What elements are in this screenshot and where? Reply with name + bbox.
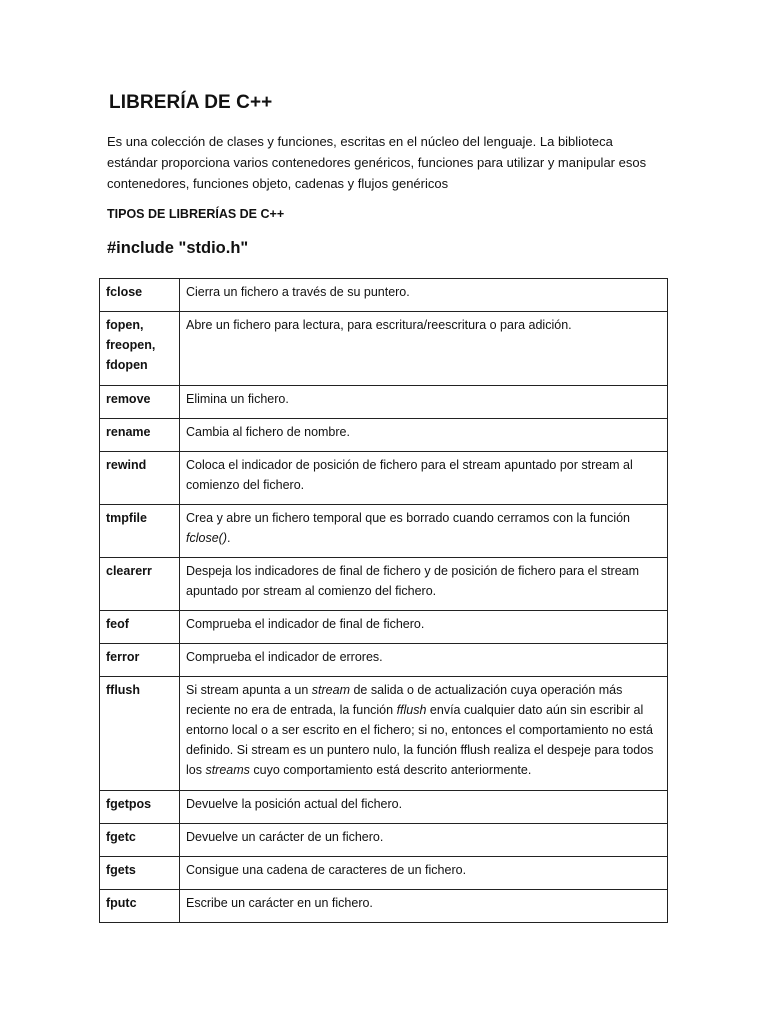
- function-name: rename: [100, 419, 180, 452]
- function-name: fgetc: [100, 824, 180, 857]
- function-name: feof: [100, 611, 180, 644]
- function-description: Abre un fichero para lectura, para escritura/reescritura o para adición.: [180, 312, 668, 386]
- description-text: cuyo comportamiento está descrito anteriormente.: [249, 763, 532, 777]
- table-row: [100, 857, 668, 890]
- function-description: [180, 677, 668, 791]
- function-description: Coloca el indicador de posición de fichero para el stream apuntado por stream al comienzo del fichero.: [180, 452, 668, 505]
- description-text: envía cualquier dato aún sin escribir al entorno local o a ser escrito en el fichero; si no, entonces el comportamiento no está definido. Si stream es un puntero nulo, la función fflush realiza el despeje para todos los: [186, 703, 654, 777]
- table-row: [100, 558, 668, 611]
- table-row: [100, 386, 668, 419]
- description-emphasis: stream: [311, 683, 350, 697]
- table-row: [100, 312, 668, 386]
- table-row: [100, 452, 668, 505]
- table-row: [100, 791, 668, 824]
- description-text: Si stream apunta a un: [186, 683, 312, 697]
- function-name: rewind: [100, 452, 180, 505]
- function-description: Despeja los indicadores de final de fichero y de posición de fichero para el stream apuntado por stream al comienzo del fichero.: [180, 558, 668, 611]
- functions-table: [99, 278, 668, 923]
- function-name: tmpfile: [100, 505, 180, 558]
- function-name: remove: [100, 386, 180, 419]
- function-name: clearerr: [100, 558, 180, 611]
- table-row: [100, 890, 668, 923]
- function-description: Cierra un fichero a través de su puntero.: [180, 279, 668, 312]
- page-title: LIBRERÍA DE C++: [109, 92, 273, 113]
- function-name: fputc: [100, 890, 180, 923]
- function-name: fflush: [100, 677, 180, 791]
- include-heading: #include "stdio.h": [107, 239, 249, 257]
- function-name-line: fopen, freopen, fdopen: [106, 318, 156, 372]
- table-row: [100, 279, 668, 312]
- description-text: .: [226, 531, 231, 545]
- function-description: Comprueba el indicador de errores.: [180, 644, 668, 677]
- table-row: [100, 505, 668, 558]
- table-row: [100, 677, 668, 791]
- function-name: fgets: [100, 857, 180, 890]
- function-name: [100, 312, 180, 386]
- description-text: de salida o de actualización cuya operación más reciente no era de entrada, la función: [186, 683, 623, 717]
- function-description: Consigue una cadena de caracteres de un fichero.: [180, 857, 668, 890]
- table-row: [100, 644, 668, 677]
- table-row: [100, 419, 668, 452]
- function-description: Elimina un fichero.: [180, 386, 668, 419]
- section-subtitle: TIPOS DE LIBRERÍAS DE C++: [107, 207, 285, 221]
- function-description: Cambia al fichero de nombre.: [180, 419, 668, 452]
- table-row: [100, 824, 668, 857]
- function-name: fgetpos: [100, 791, 180, 824]
- function-description: Escribe un carácter en un fichero.: [180, 890, 668, 923]
- description-emphasis: streams: [205, 763, 250, 777]
- function-name: fclose: [100, 279, 180, 312]
- table-row: [100, 611, 668, 644]
- function-description: Comprueba el indicador de final de fichero.: [180, 611, 668, 644]
- intro-paragraph: Es una colección de clases y funciones, escritas en el núcleo del lenguaje. La biblioteca estándar proporciona varios contenedores genéricos, funciones para utilizar y manipular esos contenedores, funciones objeto, cadenas y flujos genéricos: [107, 134, 647, 191]
- function-description: [180, 505, 668, 558]
- function-name: ferror: [100, 644, 180, 677]
- function-description: Devuelve la posición actual del fichero.: [180, 791, 668, 824]
- description-emphasis: fflush: [396, 703, 427, 717]
- function-description: Devuelve un carácter de un fichero.: [180, 824, 668, 857]
- description-text: Crea y abre un fichero temporal que es borrado cuando cerramos con la función: [186, 511, 631, 525]
- description-emphasis: fclose(): [186, 531, 227, 545]
